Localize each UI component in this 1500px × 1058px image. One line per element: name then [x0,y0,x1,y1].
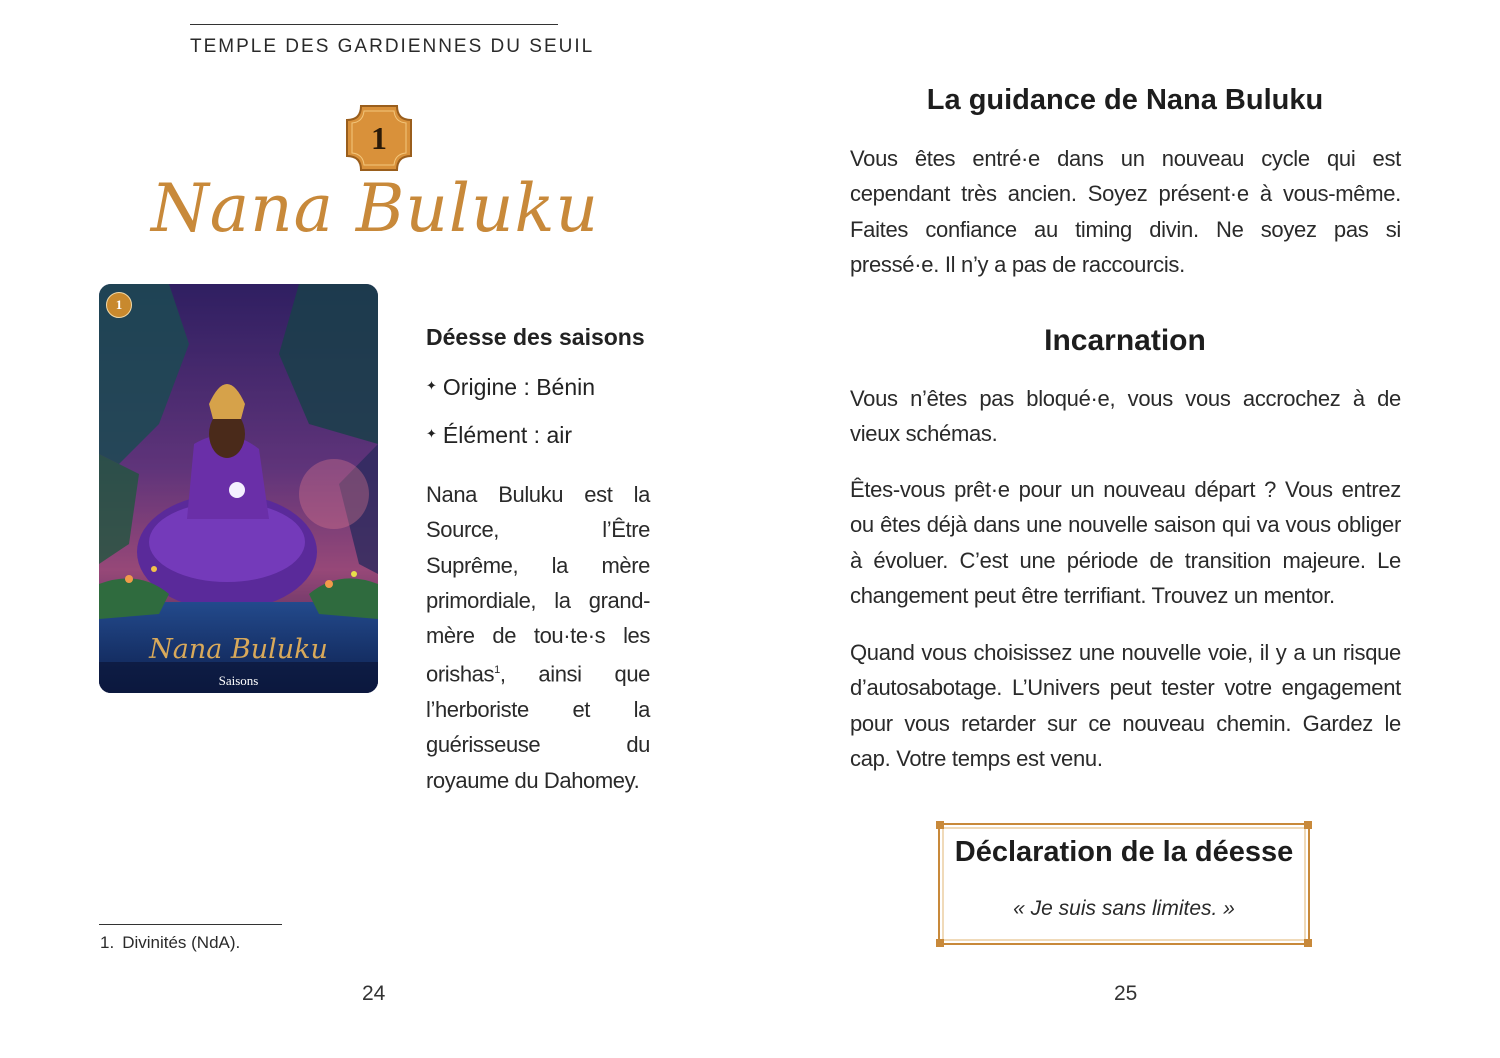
declaration-quote: « Je suis sans limites. » [1013,897,1235,920]
declaration-title: Déclaration de la déesse [954,836,1294,868]
running-head-rule [190,24,558,25]
origin-text: Origine : Bénin [442,374,596,400]
origin-item [426,374,595,401]
oracle-card [99,284,378,693]
footnote-reference[interactable]: 1 [494,664,500,677]
intro-text-start: Nana Buluku est la Source, l’Être Suprême, la mère primordiale, la grand-mère de tou·te·s les orishas [426,482,650,687]
footnote-number: 1. [100,933,115,952]
element-text: Élément : air [442,422,573,448]
bullet-icon: ✦ [426,426,437,441]
right-page [750,0,1500,1058]
incarnation-paragraph-1: Vous n’êtes pas bloqué·e, vous vous accrochez à de vieux schémas. [850,386,1401,447]
number-badge [343,102,415,174]
page-number-right: 25 [1114,982,1138,1005]
incarnation-heading: Incarnation [1044,324,1206,357]
footnote-text: Divinités (NdA). [122,933,241,952]
card-name: Nana Buluku [149,634,328,665]
bullet-icon: ✦ [426,378,437,393]
element-item [426,422,572,449]
guidance-paragraph: Vous êtes entré·e dans un nouveau cycle qui est cependant très ancien. Soyez présent·e à vous-même. Faites confiance au timing divin. Ne soyez pas si pressé·e. Il n’y a pas de raccourcis. [850,146,1401,277]
incarnation-paragraph-2: Êtes-vous prêt·e pour un nouveau départ ? Vous entrez ou êtes déjà dans une nouvelle saison qui va vous obliger à évoluer. C’est une période de transition majeure. Le changement peut être terrifiant. Trouvez un mentor. [850,477,1401,608]
running-head: TEMPLE DES GARDIENNES DU SEUIL [190,36,595,57]
card-subtitle: Saisons [218,673,259,688]
page-number-left: 24 [362,982,386,1005]
deity-title: Nana Buluku [150,170,600,247]
footnote-rule [99,924,282,925]
card-number-badge: 1 [106,292,132,318]
guidance-heading: La guidance de Nana Buluku [926,84,1324,116]
intro-paragraph [426,477,650,798]
declaration-box [935,820,1313,948]
card-illustration [99,284,378,693]
incarnation-paragraph-3: Quand vous choisissez une nouvelle voie, il y a un risque d’autosabotage. L’Univers peut tester votre engagement pour vous retarder sur ce nouveau chemin. Gardez le cap. Votre temps est venu. [850,640,1401,771]
badge-number: 1 [371,120,387,156]
intro-text-end: , ainsi que l’herboriste et la guérisseuse du royaume du Dahomey. [426,661,650,793]
footnote [100,933,240,953]
deity-subtitle: Déesse des saisons [426,324,645,350]
